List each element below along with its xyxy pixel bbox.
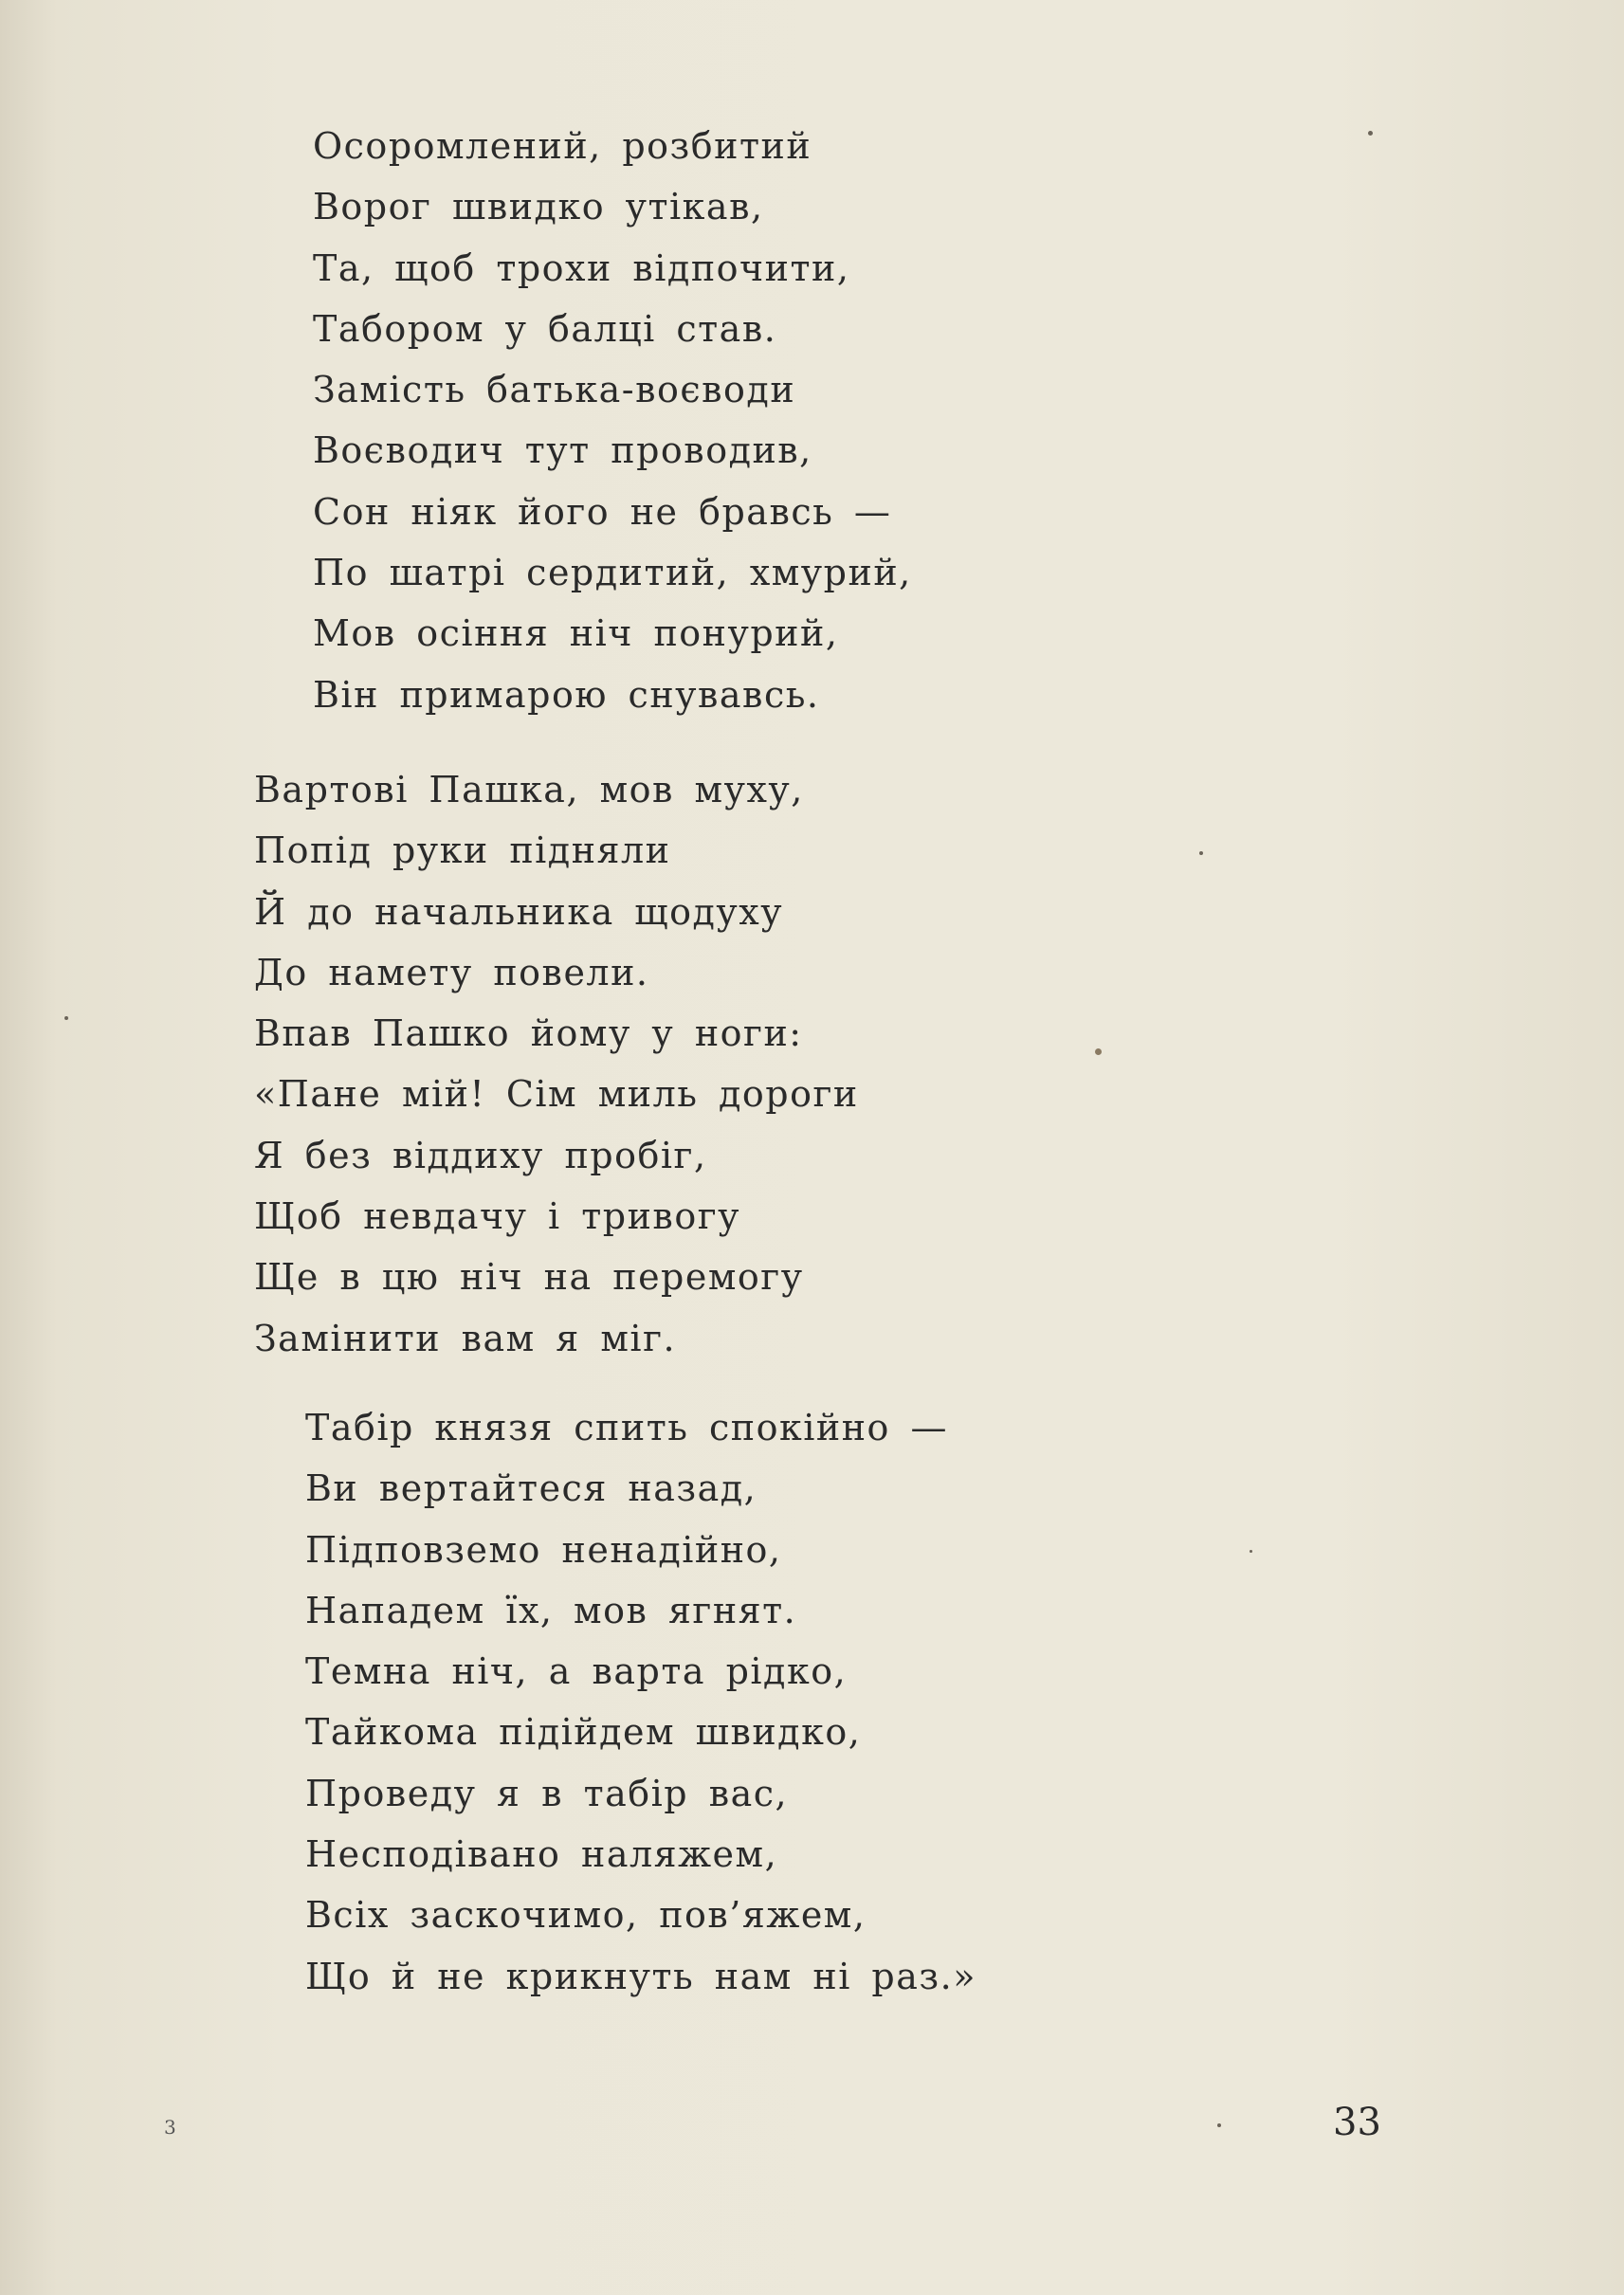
verse-line: Підповземо ненадійно,: [305, 1528, 782, 1571]
verse-line: Проведу я в табір вас,: [305, 1772, 789, 1814]
verse-line: По шатрі сердитий, хмурий,: [313, 552, 912, 594]
verse-line: Ворог швидко утікав,: [313, 186, 764, 228]
verse-line: Впав Пашко йому у ноги:: [254, 1012, 803, 1055]
verse-line: Що й не крикнуть нам ні раз.»: [305, 1955, 976, 1997]
verse-line: Тайкома підійдем швидко,: [305, 1711, 862, 1754]
verse-line: Ще в цю ніч на перемогу: [254, 1256, 804, 1299]
paper-speck: [1250, 1550, 1252, 1553]
verse-line: Осоромлений, розбитий: [313, 125, 812, 167]
verse-line: Я без віддиху пробіг,: [254, 1134, 707, 1176]
verse-line: Замість батька-воєводи: [313, 369, 796, 411]
verse-line: Він примарою снувавсь.: [313, 673, 820, 716]
verse-line: Мов осіння ніч понурий,: [313, 612, 839, 655]
verse-line: Замінити вам я міг.: [254, 1317, 677, 1359]
verse-line: Ви вертайтеся назад,: [305, 1467, 757, 1510]
page-number: 33: [1333, 2101, 1381, 2144]
verse-line: Нападем їх, мов ягнят.: [305, 1589, 797, 1631]
verse-line: Всіх заскочимо, пов’яжем,: [305, 1894, 867, 1937]
paper-speck: [1368, 131, 1373, 136]
paper-speck: [1217, 2123, 1221, 2127]
paper-speck: [64, 1016, 68, 1020]
verse-line: Та, щоб трохи відпочити,: [313, 246, 850, 289]
stanza-3: [305, 1397, 976, 2007]
verse-line: Темна ніч, а варта рідко,: [305, 1650, 848, 1693]
verse-line: Табір князя спить спокійно —: [305, 1407, 948, 1448]
verse-line: «Пане мій! Сім миль дороги: [254, 1073, 859, 1116]
verse-line: Несподівано наляжем,: [305, 1833, 778, 1876]
verse-line: Щоб невдачу і тривогу: [254, 1195, 740, 1238]
paper-speck: [1095, 1048, 1102, 1055]
verse-line: Попід руки підняли: [254, 829, 671, 872]
verse-line: Табором у балці став.: [313, 307, 777, 350]
verse-line: Сон ніяк його не бравсь —: [313, 490, 892, 533]
stanza-2: [254, 759, 859, 1369]
verse-line: До намету повели.: [254, 951, 649, 993]
paper-speck: [1199, 851, 1203, 855]
verse-line: Вартові Пашка, мов муху,: [254, 769, 804, 811]
printer-signature-mark: 3: [164, 2116, 176, 2139]
verse-line: Воєводич тут проводив,: [313, 429, 812, 472]
stanza-1: [313, 116, 912, 725]
verse-line: Й до начальника щодуху: [254, 890, 784, 933]
